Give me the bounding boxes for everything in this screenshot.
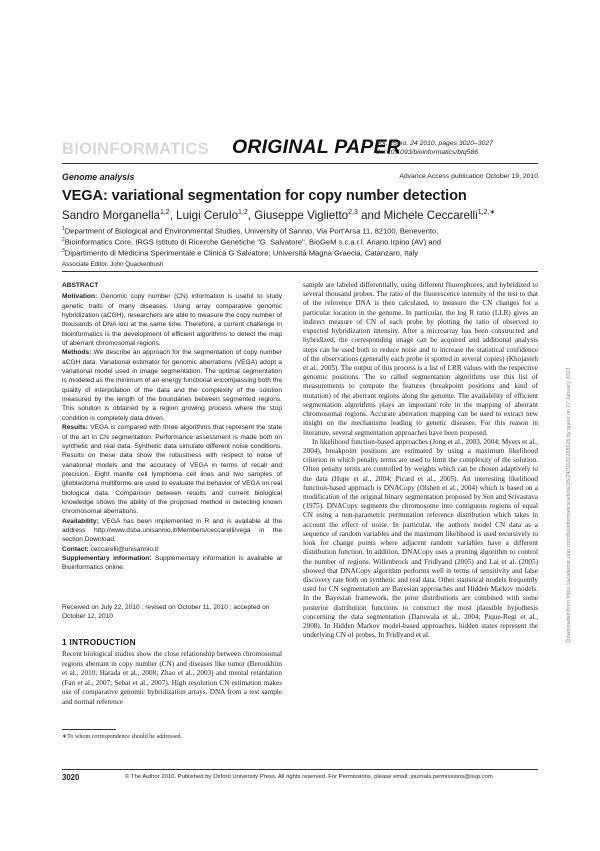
- author-affiliation-mark: 2,3: [348, 209, 358, 216]
- body-paragraph: In likelihood function-based approaches (Jong et al., 2003, 2004; Myers et al., 2004), breakpoint positions are estimated by using a maximum likelihood criterion in which penalty terms are used to limit the complexity of the solution. Often penalty terms are controlled by weights which can be chosen adaptively to the data (Hupe et al., 2004; Picard et al., 2005). An interesting likelihood function-based approach is DNACopy (Olshen et al., 2004) which is based on a modification of the original binary segmentation proposed by Sen and Srivastava (1975). DNACopy segments the chromosome into contiguous regions of equal CN using a non-parametric permutation reference distribution which takes in account the effect of noise. In particular, the authors model CN data as a sequence of random variables and the maximum likelihood is used recursively to look for change points where adjacent random variables have a different distribution function. In addition, DNACopy uses a pruning algorithm to control the number of regions. Willenbrock and Fridlyand (2005) and Lai et al. (2005) showed that DNACopy algorithm performs well in terms of sensitivity and false discovery rate both on synthetic and real data. Other statistical models frequently used for CN segmentation are Bayesian approaches and Hidden Markov models. In the Bayesian framework, the prior distributions are combined with some posterior distribution functions to construct the most plausible hypothesis concerning the data segmentation (Daruwala et al., 2004; Pique-Regi et al., 2008). In Hidden Markov model-based approaches, hidden states represent the underlying CN of probes. In Fridlyand et al.: [303, 437, 538, 640]
- introduction-heading: 1 INTRODUCTION: [62, 638, 136, 647]
- abstract: [62, 281, 282, 573]
- author-separator: ,: [247, 208, 255, 222]
- volume-doi-block: [376, 139, 493, 157]
- abstract-methods: [62, 348, 282, 423]
- author-list: [62, 208, 495, 222]
- advance-access-date: Advance Access publication October 19, 2010: [399, 173, 538, 180]
- abstract-label: Results:: [62, 424, 89, 432]
- author-name: Michele Ceccarelli: [383, 208, 478, 222]
- abstract-label: Availability:: [62, 517, 99, 525]
- author-name: Giuseppe Viglietto: [254, 208, 349, 222]
- title-block-rule: [62, 271, 538, 272]
- abstract-text: VEGA has been implemented in R and is available at the address http://www.dsba.unisannio.it/Members/ceccarelli/vega in the section Download.: [62, 517, 282, 544]
- journal-name-watermark: BIOINFORMATICS: [62, 140, 209, 158]
- introduction-paragraph: Recent biological studies show the close relationship between chromosomal regions aberrant in copy number (CN) and diseases like tumor (Beroukhim et al., 2010; Harada et al., 2008; Zhao et al., 2003) and mental retardation (Fan et al., 2007; Sebat et al., 2007). High resolution CN estimation makes use of comparative genomic hybridization arrays. DNA from a test sample and normal reference: [62, 650, 282, 706]
- author-affiliation-mark: 1,2: [238, 209, 248, 216]
- page-number: 3020: [62, 773, 80, 782]
- affiliation-number: 2: [62, 237, 65, 243]
- author-and: and: [357, 208, 384, 222]
- affiliation-text: Department of Biological and Environmental Studies, University of Sannio, Via Port'Arsa 11, 82100, Benevento,: [64, 226, 439, 236]
- right-column-text: [303, 281, 538, 641]
- author-affiliation-mark: 1,2,∗: [477, 209, 496, 216]
- download-notice: [566, 296, 576, 714]
- abstract-label: Contact:: [62, 545, 89, 553]
- affiliation-text: Bioinformatics Core, IRGS Istituto di Ricerche Genetiche "G. Salvatore", BioGeM s.c.a.r.l. Ariano Irpino (AV) and: [64, 237, 442, 247]
- affiliation-text: Dipartimento di Medicina Sperimentale e Clinica G Salvatore; Università Magna Graecia, Catanzaro, Italy: [64, 248, 419, 258]
- author-separator: ,: [169, 208, 177, 222]
- abstract-label: Supplementary information:: [62, 554, 152, 562]
- introduction-text: [62, 650, 282, 707]
- received-dates: Received on July 22, 2010 ; revised on October 11, 2010 ; accepted on October 12, 2010: [62, 604, 270, 621]
- author-name: Sandro Morganella: [62, 208, 160, 222]
- author-name: Luigi Cerulo: [176, 208, 239, 222]
- correspondence-footnote: ∗To whom correspondence should be addressed.: [62, 734, 183, 740]
- abstract-label: Motivation:: [62, 293, 98, 301]
- abstract-supplementary: [62, 554, 282, 573]
- abstract-availability: [62, 517, 282, 545]
- abstract-label: Methods:: [62, 349, 92, 357]
- body-paragraph: sample are labeled differentially, using different fluorophores, and hybridized to several thousand probes. The ratio of the fluorescence intensity of the test to that of the reference DNA is then calculated, to measure the CN changes for a particular location in the genome. In particular, the log R ratio (LLR) gives an indirect measure of CN of each probe by plotting the ratio of observed to expected hybridization intensity. After a microarray has been constructed and hybridized, the corresponding image can be acquired and additional analysis steps can be used both to reduce noise and to increase the statistical confidence of the observations (generally each probe is spotted in several copies) (Khojasteh et al., 2005). The output of this process is a list of LRR values with the respective genomic positions. The so called segmentation algorithms use this list of measurements to compute the features (breakpoint positions and kind of mutation) of the aberrant regions along the genome. The availability of efficient segmentation algorithms plays an important role in the mapping of aberrant chromosomal regions. Accurate aberration mapping can be used to extract new insight on the mechanisms leading to genetic diseases. For this reason in literature, several segmentation approaches have been proposed.: [303, 281, 538, 437]
- affiliation-line: [62, 246, 542, 259]
- footer-rule: [62, 769, 538, 770]
- article-title: VEGA: variational segmentation for copy number detection: [62, 188, 467, 204]
- abstract-text: Supplementary information is available at Bioinformatics online.: [62, 554, 282, 572]
- paper-type-label: ORIGINAL PAPER: [232, 136, 401, 158]
- abstract-text: We describe an approach for the segmentation of copy number aCGH data. Variational estimator for genomic aberrations (VEGA) adopt a variational model used in image segmentation. The optimal segmentation is modeled as the minimum of an energy functional encompassing both the quality of interpolation of the data and the complexity of the solution measured by the length of the boundaries between segmented regions. This solution is obtained by a region growing process where the stop condition is completely data driven.: [62, 349, 282, 422]
- contact-email[interactable]: ceccarelli@unisannio.it: [88, 545, 159, 553]
- section-label: Genome analysis: [62, 172, 135, 182]
- doi[interactable]: doi:10.1093/bioinformatics/btq586: [376, 149, 479, 156]
- abstract-text: Genomic copy number (CN) information is useful to study genetic traits of many diseases. Using array comparative genomic hybridization (aCGH), researchers are able to measure the copy number of thousands of DNA loci at the same time. Therefore, a current challenge in bioinformatics is the development of efficient algorithms to detect the map of aberrant chromosomal regions.: [62, 293, 282, 348]
- affiliation-number: 1: [62, 226, 65, 232]
- author-affiliation-mark: 1,2: [159, 209, 170, 216]
- header-rule: [62, 163, 538, 164]
- footnote-rule: [62, 729, 116, 730]
- copyright-notice: © The Author 2010. Published by Oxford University Press. All rights reserved. For Permissions, please email: journals.permissions@oup.com: [125, 774, 493, 780]
- associate-editor: Associate Editor: John Quackenbush: [62, 261, 164, 268]
- abstract-motivation: [62, 292, 282, 348]
- volume-info: Vol. 26 no. 24 2010, pages 3020–3027: [376, 140, 493, 147]
- abstract-results: [62, 423, 282, 516]
- abstract-contact: [62, 545, 282, 554]
- download-notice-text[interactable]: Downloaded from https://academic.oup.com/bioinformatics/article/26/24/3020/288626 by guest on 27 January 2023: [566, 367, 572, 643]
- affiliation-number: 3: [62, 248, 65, 254]
- abstract-heading: ABSTRACT: [62, 282, 99, 289]
- abstract-text: VEGA is compared with three algorithms that represent the state of the art in CN segmentation. Performance assessment is made both on synthetic and real data. Synthetic data simulate different noise conditions. Results on these data show the robustness with respect to noise of variational models and the accuracy of VEGA in terms of recall and precision. Eight mantle cell lymphoma cell lines and two samples of glioblastoma multiforme are used to evaluate the behavior of VEGA on real biological data. Comparison between results and current biological knowledge shows the ability of the proposed method in detecting known chromosomal aberrations.: [62, 424, 282, 516]
